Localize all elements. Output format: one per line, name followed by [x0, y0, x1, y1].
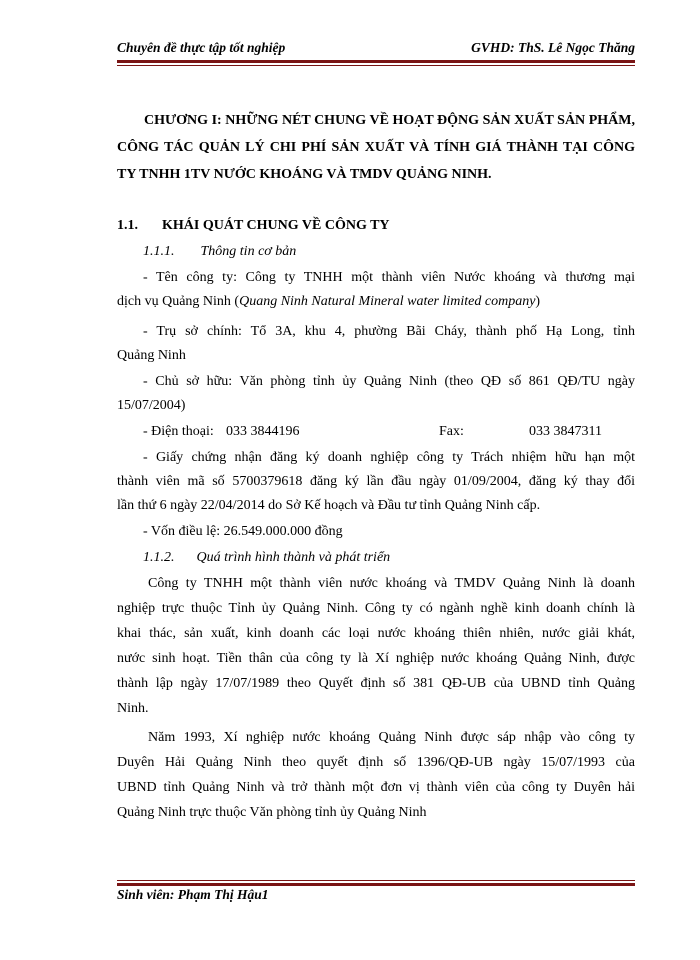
company-name-en: Quang Ninh Natural Mineral water limited company [239, 294, 536, 309]
fax-value: 033 3847311 [529, 424, 602, 439]
subsection-heading-1 [143, 242, 661, 262]
info-hq-line1: - Trụ sở chính: Tổ 3A, khu 4, phường Bãi Cháy, thành phố Hạ Long, tỉnh [143, 324, 635, 339]
section-title: KHÁI QUÁT CHUNG VỀ CÔNG TY [162, 218, 390, 233]
footer-rule-thick [117, 883, 635, 886]
para1-line5: thành lập ngày 17/07/1989 theo Quyết định số 381 QĐ-UB của UBND tỉnh Quảng [117, 676, 635, 691]
phone-label: - Điện thoại: [143, 424, 214, 439]
para2-line3: UBND tỉnh Quảng Ninh và trở thành một đơn vị thành viên của công ty Duyên hải [117, 780, 635, 795]
page-header [117, 40, 635, 60]
para2-line2: Duyên Hải Quảng Ninh theo quyết định số 1396/QĐ-UB ngày 15/07/1993 của [117, 755, 635, 770]
para1-line2: nghiệp trực thuộc Tỉnh ủy Quảng Ninh. Công ty có ngành nghề kinh doanh chính là [117, 601, 635, 616]
header-left: Chuyên đề thực tập tốt nghiệp [117, 40, 286, 55]
section-number: 1.1. [117, 218, 138, 233]
info-owner-line2: 15/07/2004) [117, 398, 186, 413]
company-name-close: ) [535, 294, 541, 309]
para1-line6: Ninh. [117, 701, 149, 716]
header-rule-thin [117, 65, 635, 66]
para1-line4: nước sinh hoạt. Tiền thân của công ty là Xí nghiệp nước khoáng Quảng Ninh, được [117, 651, 635, 666]
info-contact-line [143, 422, 661, 442]
info-capital: - Vốn điều lệ: 26.549.000.000 đồng [143, 524, 343, 539]
company-name-vi: dịch vụ Quảng Ninh ( [117, 294, 240, 309]
info-cert-line3: lần thứ 6 ngày 22/04/2014 do Sở Kế hoạch và Đầu tư tỉnh Quảng Ninh cấp. [117, 498, 541, 513]
page-footer: Sinh viên: Phạm Thị Hậu1 [117, 887, 269, 902]
subsection-number: 1.1.2. [143, 550, 175, 565]
subsection-number: 1.1.1. [143, 244, 175, 259]
header-rule-thick [117, 60, 635, 63]
header-right: GVHD: ThS. Lê Ngọc Thăng [471, 40, 635, 55]
chapter-title: CHƯƠNG I: NHỮNG NÉT CHUNG VỀ HOẠT ĐỘNG SẢN XUẤT SẢN PHẨM, CÔNG TÁC QUẢN LÝ CHI PHÍ SẢN XUẤT VÀ TÍNH GIÁ THÀNH TẠI CÔNG TY TNHH 1TV NƯỚC KHOÁNG VÀ TMDV QUẢNG NINH. [117, 113, 635, 182]
para2-line1: Năm 1993, Xí nghiệp nước khoáng Quảng Ninh được sáp nhập vào công ty [148, 730, 635, 745]
info-cert-line2: thành viên mã số 5700379618 đăng ký lần đầu ngày 01/09/2004, đăng ký thay đổi [117, 474, 635, 489]
footer-rule-thin [117, 880, 635, 881]
fax-label: Fax: [439, 424, 464, 439]
info-cert-line1: - Giấy chứng nhận đăng ký doanh nghiệp công ty Trách nhiệm hữu hạn một [143, 450, 635, 465]
para1-line3: khai thác, sản xuất, kinh doanh các loại nước khoáng thiên nhiên, nước giải khát, [117, 626, 635, 641]
phone-value: 033 3844196 [226, 424, 300, 439]
info-company-line1: - Tên công ty: Công ty TNHH một thành viên Nước khoáng và thương mại [143, 270, 635, 285]
info-hq-line2: Quảng Ninh [117, 348, 186, 363]
section-heading [117, 216, 635, 236]
para1-line1: Công ty TNHH một thành viên nước khoáng và TMDV Quảng Ninh là doanh [148, 576, 635, 591]
info-company-line2 [117, 292, 635, 312]
subsection-heading-2 [143, 548, 661, 568]
subsection-title: Thông tin cơ bản [200, 244, 297, 259]
para2-line4: Quảng Ninh trực thuộc Văn phòng tỉnh ủy Quảng Ninh [117, 805, 427, 820]
info-owner-line1: - Chủ sở hữu: Văn phòng tỉnh ủy Quảng Ninh (theo QĐ số 861 QĐ/TU ngày [143, 374, 635, 389]
subsection-title: Quá trình hình thành và phát triển [196, 550, 391, 565]
